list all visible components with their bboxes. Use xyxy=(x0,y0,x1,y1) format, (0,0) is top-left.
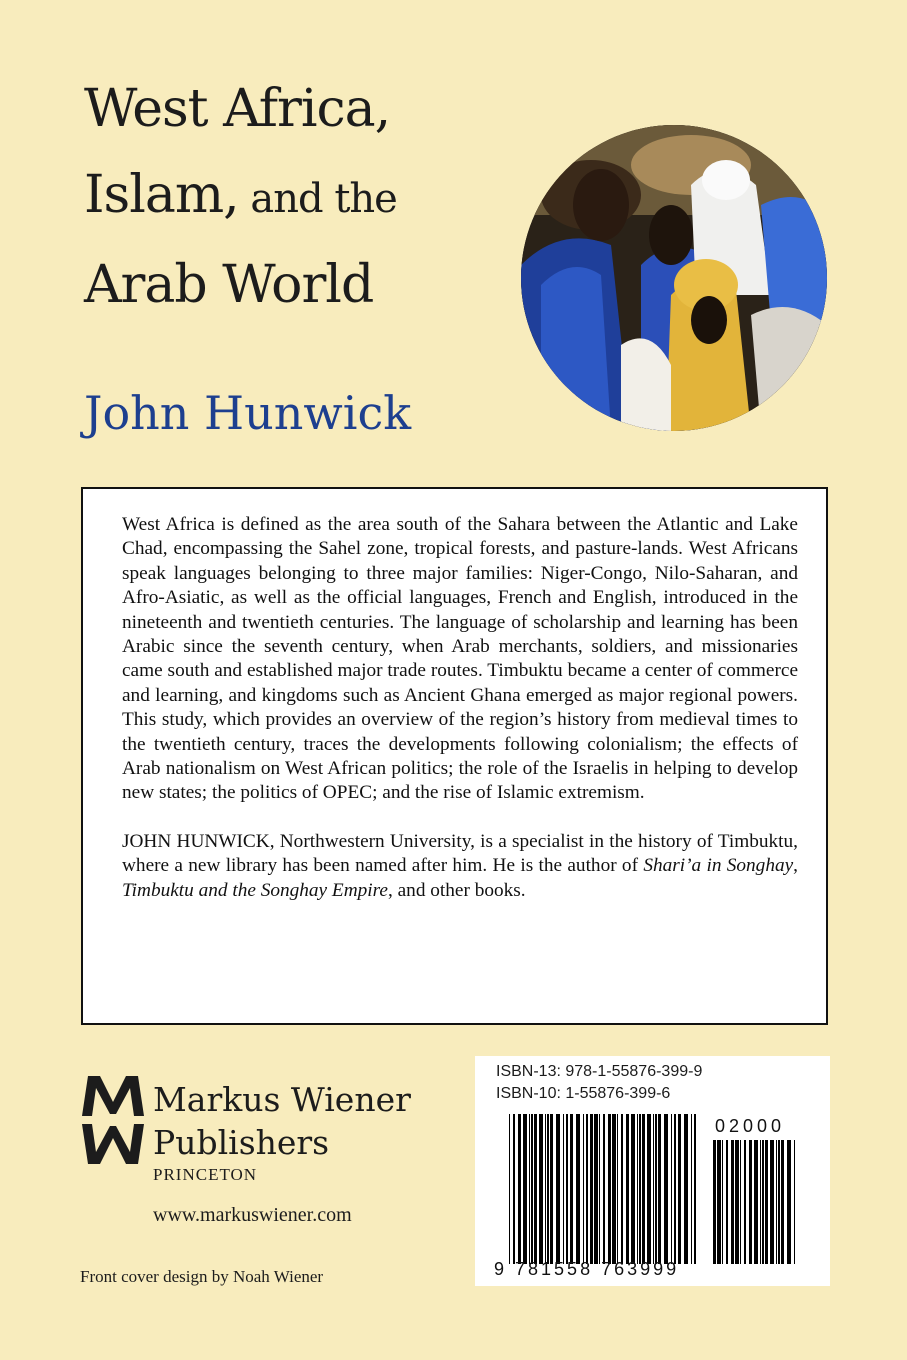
cover-design-credit: Front cover design by Noah Wiener xyxy=(80,1267,324,1286)
title-line-3: Arab World xyxy=(84,255,374,315)
book-description-box xyxy=(81,487,828,1025)
title-line-2b: and the xyxy=(238,176,397,222)
author-bio xyxy=(122,830,798,903)
title-line-1: West Africa, xyxy=(84,79,391,139)
isbn-13: ISBN-13: 978-1-55876-399-9 xyxy=(496,1063,703,1080)
barcode-addon: 02000 xyxy=(715,1116,786,1136)
publisher-website[interactable]: www.markuswiener.com xyxy=(153,1204,352,1226)
barcode-box xyxy=(475,1056,830,1286)
barcode-ean: 9 781558 763999 xyxy=(494,1259,680,1279)
book-description: West Africa is defined as the area south of the Sahara between the Atlantic and Lake Chad, encompassing the Sahel zone, tropical forests, and pasture-lands. West Africans speak languages belonging to three major families: Niger-Congo, Nilo-Saharan, and Afro-Asiatic, as well as the official languages, French and English, introduced in the nineteenth and twentieth centuries. The language of scholarship and learning has been Arabic since the seventh century, when Arab merchants, soldiers, and missionaries came south and established major trade routes. Timbuktu became a center of commerce and learning, and kingdoms such as Ancient Ghana emerged as major regional powers. This study, which provides an overview of the region’s history from medieval times to the twentieth century, traces the developments following colonialism; the effects of Arab nationalism on West African politics; the role of the Israelis in helping to develop new states; the politics of OPEC; and the rise of Islamic extremism. xyxy=(122,514,798,804)
publisher-logo-icon xyxy=(80,1072,146,1168)
barcode-graphic xyxy=(475,1056,830,1286)
cover-photo xyxy=(521,125,827,431)
book-title-1: Shari’a in Songhay xyxy=(643,855,794,877)
bio-end: , and other books. xyxy=(387,879,526,901)
book-title xyxy=(84,66,514,328)
publisher-name-line2: Publishers xyxy=(153,1123,330,1162)
bio-separator: , xyxy=(793,855,798,877)
author-bio-text: JOHN HUNWICK, Northwestern University, is a specialist in the history of Timbuktu, where a new library has been named after him. He is the author of xyxy=(122,830,798,877)
isbn-10: ISBN-10: 1-55876-399-6 xyxy=(496,1085,671,1102)
title-line-2a: Islam, xyxy=(84,165,239,225)
publisher-name-line1: Markus Wiener xyxy=(153,1080,411,1119)
publisher-city: PRINCETON xyxy=(153,1165,258,1184)
publisher-name xyxy=(153,1078,411,1164)
book-title-2: Timbuktu and the Songhay Empire xyxy=(122,879,388,901)
author-name: John Hunwick xyxy=(84,386,412,440)
